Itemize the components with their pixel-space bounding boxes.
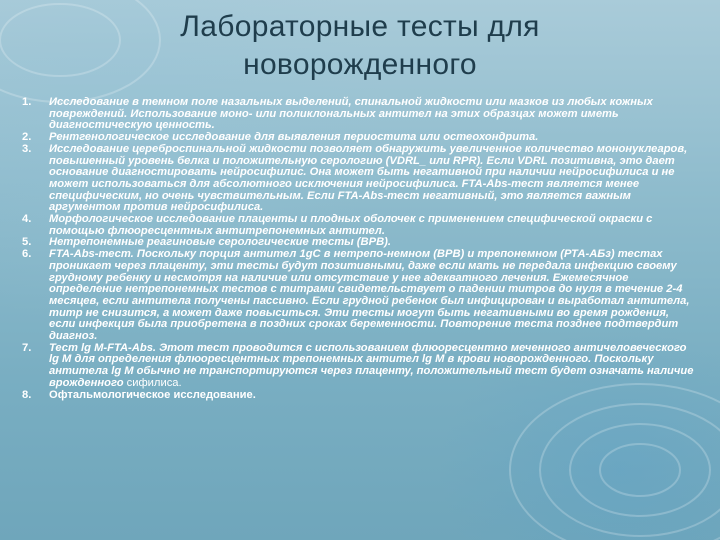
list-item bbox=[22, 144, 694, 214]
item-number: 4. bbox=[22, 213, 32, 226]
list-item bbox=[22, 390, 694, 402]
item-number: 7. bbox=[22, 341, 32, 354]
item-text: FTA-Abs-тест. Поскольку порция антител 1gC в нетрепо-немном (ВРВ) и трепонемном (РТА-АБз) тестах проникает через плаценту, эти тесты будут позитивными, даже если мать не передала инфекцию своему грудному ребенку и несмотря на наличие или отсутствие у нее адекватного лечения. Ежемесячное определение нетрепонемных тестов с титрами свидетельствует о падении титров до нуля в течение 2-4 месяцев, если антитела получены пассивно. Если грудной ребенок был инфицирован и выработал антитела, титр не снизится, а может даже повыситься. Эти тесты могут быть негативными во время рождения, если инфекция была приобретена в поздних сроках беременности. Повторение теста позднее подтвердит диагноз. bbox=[49, 248, 690, 343]
item-number: 5. bbox=[22, 236, 32, 249]
list-item bbox=[22, 249, 694, 343]
slide-title bbox=[0, 8, 720, 84]
item-number: 6. bbox=[22, 248, 32, 261]
item-number: 8. bbox=[22, 388, 32, 401]
item-text: Нетрепонемные реагиновые серологические тесты (ВРВ). bbox=[49, 236, 391, 249]
item-text: Рентгенологическое исследование для выявления периостита или остеохондрита. bbox=[49, 131, 539, 144]
list-item bbox=[22, 343, 694, 390]
item-text: Тест lg M-FTA-Abs. Этот тест проводится с использованием флюоресцентно меченного античеловеческого lg M для определения флюоресцентных трепонемных антител lg M в крови новорожденного. Поскольку антитела lg M обычно не транспортируются через плаценту, положительный тест будет означать наличие врожденного bbox=[49, 341, 694, 389]
item-text-tail: сифилиса. bbox=[123, 376, 182, 389]
item-text: Офтальмологическое исследование. bbox=[49, 388, 256, 401]
item-number: 2. bbox=[22, 131, 32, 144]
item-text: Исследование цереброспинальной жидкости позволяет обнаружить увеличенное количество мононуклеаров, повышенный уровень белка и положительную серологию (VDRL_ или RPR). Если VDRL позитивна, это дает основание диагностировать нейросифилис. Она может быть негативной при наличии нейросифилиса и не может использоваться для абсолютного исключения нейросифилиса. FTA-Abs-тест является менее специфическим, но очень чувствительным. Если FTA-Abs-тест негативный, это является важным аргументом против нейросифилиса. bbox=[49, 142, 688, 214]
item-text: Морфологическое исследование плаценты и плодных оболочек с применением специфической окраски с помощью флюоресцентных антитрепонемных антител. bbox=[49, 213, 653, 237]
item-text: Исследование в темном поле назальных выделений, спинальной жидкости или мазков из любых кожных повреждений. Использование моно- или поликлональных антител на этих образцах может иметь диагностическую ценность. bbox=[49, 96, 653, 132]
item-number: 3. bbox=[22, 142, 32, 155]
title-line: новорожденного bbox=[243, 48, 477, 81]
item-number: 1. bbox=[22, 96, 32, 108]
list-item bbox=[22, 214, 694, 237]
list-item bbox=[22, 97, 694, 132]
title-line: Лабораторные тесты для bbox=[180, 10, 540, 43]
test-list bbox=[22, 97, 694, 401]
